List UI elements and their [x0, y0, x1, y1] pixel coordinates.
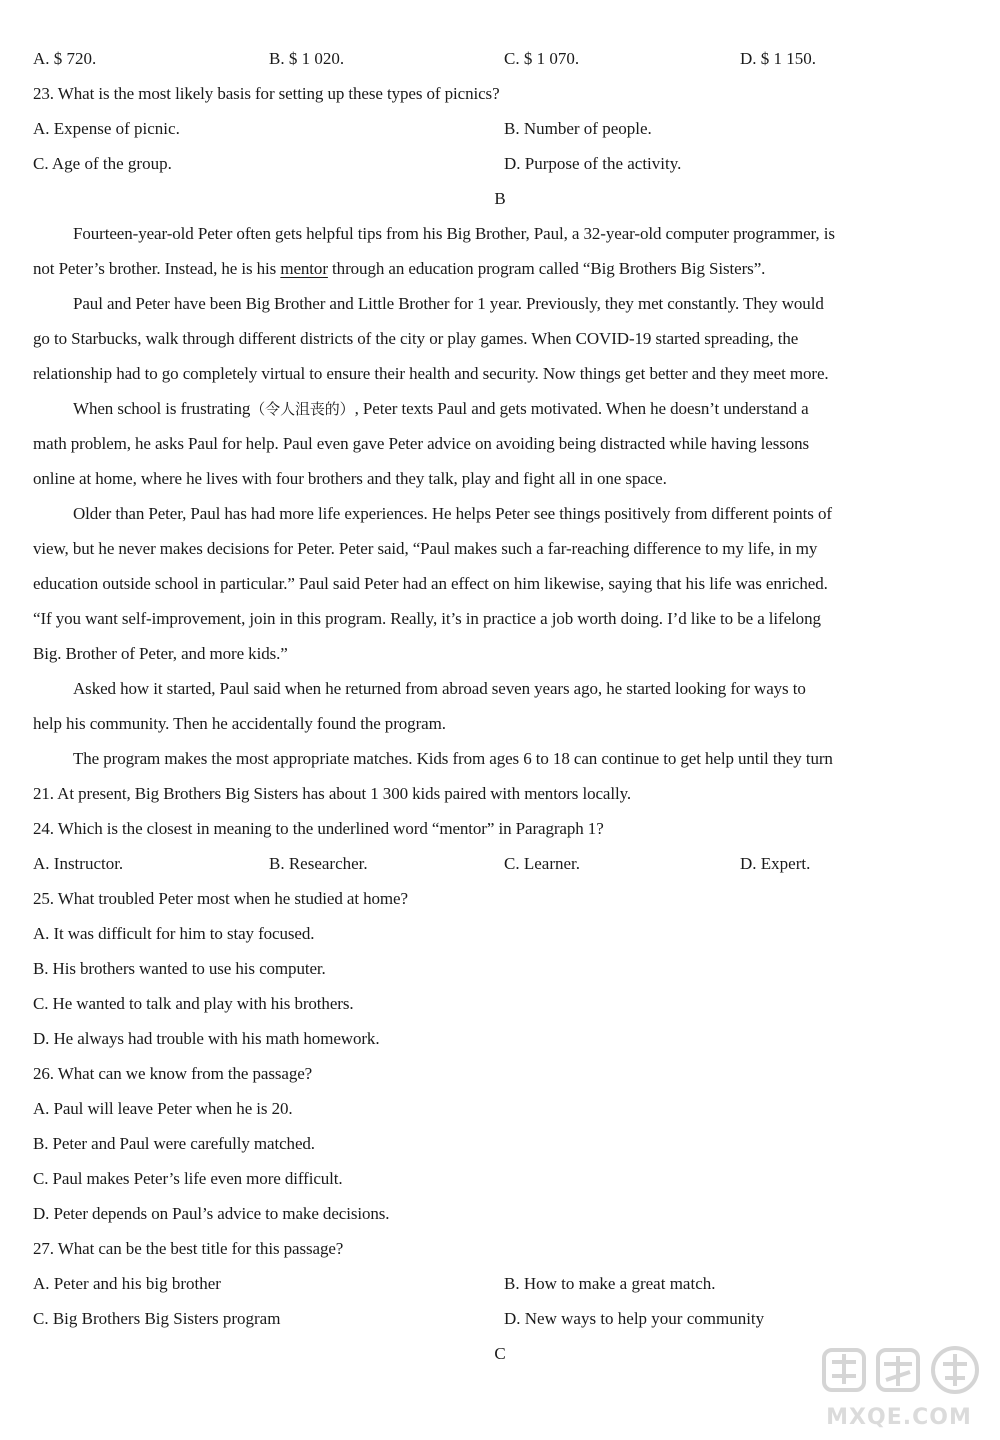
passage-p5-line2: help his community. Then he accidentally found the program.: [33, 714, 446, 733]
q24-option-d: D. Expert.: [740, 854, 811, 873]
passage-p1-line1: Fourteen-year-old Peter often gets helpful tips from his Big Brother, Paul, a 32-year-old computer programmer, is: [73, 224, 835, 243]
chinese-gloss: （令人沮丧的）: [250, 400, 355, 418]
section-b-heading: B: [494, 189, 506, 208]
q27-option-d: D. New ways to help your community: [504, 1309, 765, 1328]
q23-option-b: B. Number of people.: [504, 119, 652, 138]
passage-p1-line2-post: through an education program called “Big Brothers Big Sisters”.: [327, 259, 766, 278]
passage-p1-line2: [33, 258, 765, 280]
q22-option-c: C. $ 1 070.: [504, 49, 580, 68]
q26-option-c: C. Paul makes Peter’s life even more difficult.: [33, 1169, 343, 1188]
q22-option-b: B. $ 1 020.: [269, 49, 345, 68]
passage-p4-line5: Big. Brother of Peter, and more kids.”: [33, 644, 288, 663]
watermark-logo: [810, 1340, 988, 1430]
q26-option-b: B. Peter and Paul were carefully matched.: [33, 1134, 315, 1153]
q24-option-b: B. Researcher.: [269, 854, 368, 873]
q22-option-d: D. $ 1 150.: [740, 49, 817, 68]
passage-p3-line3: online at home, where he lives with four brothers and they talk, play and fight all in one space.: [33, 469, 667, 488]
q27-option-a: A. Peter and his big brother: [33, 1274, 221, 1293]
passage-p6-line1: The program makes the most appropriate matches. Kids from ages 6 to 18 can continue to get help until they turn: [73, 749, 833, 768]
watermark-text: MXQE.COM: [826, 1405, 972, 1430]
q23-option-c: C. Age of the group.: [33, 154, 172, 173]
q26-option-a: A. Paul will leave Peter when he is 20.: [33, 1099, 293, 1118]
q24-option-c: C. Learner.: [504, 854, 580, 873]
passage-p2-line2: go to Starbucks, walk through different districts of the city or play games. When COVID-19 started spreading, the: [33, 329, 799, 348]
passage-p4-line3: education outside school in particular.” Paul said Peter had an effect on him likewise, saying that his life was enriched.: [33, 574, 828, 593]
q25-option-c: C. He wanted to talk and play with his brothers.: [33, 994, 354, 1013]
q25-option-b: B. His brothers wanted to use his computer.: [33, 959, 326, 978]
q23-option-a: A. Expense of picnic.: [33, 119, 180, 138]
passage-p4-line4: “If you want self-improvement, join in this program. Really, it’s in practice a job worth doing. I’d like to be a lifelong: [33, 609, 821, 628]
q22-option-a: A. $ 720.: [33, 49, 97, 68]
passage-p1-line2-pre: not Peter’s brother. Instead, he is his: [33, 259, 281, 278]
q26-stem: 26. What can we know from the passage?: [33, 1064, 313, 1083]
passage-p6-line2: 21. At present, Big Brothers Big Sisters has about 1 300 kids paired with mentors locally.: [33, 784, 632, 803]
passage-p3-line1-pre: When school is frustrating: [73, 399, 251, 418]
q24-option-a: A. Instructor.: [33, 854, 124, 873]
q23-stem: 23. What is the most likely basis for setting up these types of picnics?: [33, 84, 500, 103]
section-c-heading: C: [494, 1344, 506, 1363]
q26-option-d: D. Peter depends on Paul’s advice to make decisions.: [33, 1204, 390, 1223]
passage-p2-line3: relationship had to go completely virtual to ensure their health and security. Now things get better and they meet more.: [33, 364, 829, 383]
passage-p4-line2: view, but he never makes decisions for Peter. Peter said, “Paul makes such a far-reaching difference to my life, in my: [33, 539, 818, 558]
passage-p5-line1: Asked how it started, Paul said when he returned from abroad seven years ago, he started looking for ways to: [73, 679, 806, 698]
passage-p2-line1: Paul and Peter have been Big Brother and Little Brother for 1 year. Previously, they met constantly. They would: [73, 294, 824, 313]
q27-stem: 27. What can be the best title for this passage?: [33, 1239, 344, 1258]
passage-p3-line1-post: , Peter texts Paul and gets motivated. When he doesn’t understand a: [354, 399, 809, 418]
answer-seal-logo-icon: [810, 1340, 988, 1404]
q27-option-c: C. Big Brothers Big Sisters program: [33, 1309, 281, 1328]
q27-option-b: B. How to make a great match.: [504, 1274, 716, 1293]
passage-p4-line1: Older than Peter, Paul has had more life experiences. He helps Peter see things positively from different points of: [73, 504, 832, 523]
q25-option-a: A. It was difficult for him to stay focused.: [33, 924, 315, 943]
q25-stem: 25. What troubled Peter most when he studied at home?: [33, 889, 408, 908]
passage-p3-line1: [73, 398, 809, 420]
passage-p3-line2: math problem, he asks Paul for help. Paul even gave Peter advice on avoiding being distracted while having lessons: [33, 434, 810, 453]
underlined-word-mentor: mentor: [280, 259, 328, 278]
q25-option-d: D. He always had trouble with his math homework.: [33, 1029, 380, 1048]
q23-option-d: D. Purpose of the activity.: [504, 154, 682, 173]
q24-stem: 24. Which is the closest in meaning to the underlined word “mentor” in Paragraph 1?: [33, 819, 604, 838]
